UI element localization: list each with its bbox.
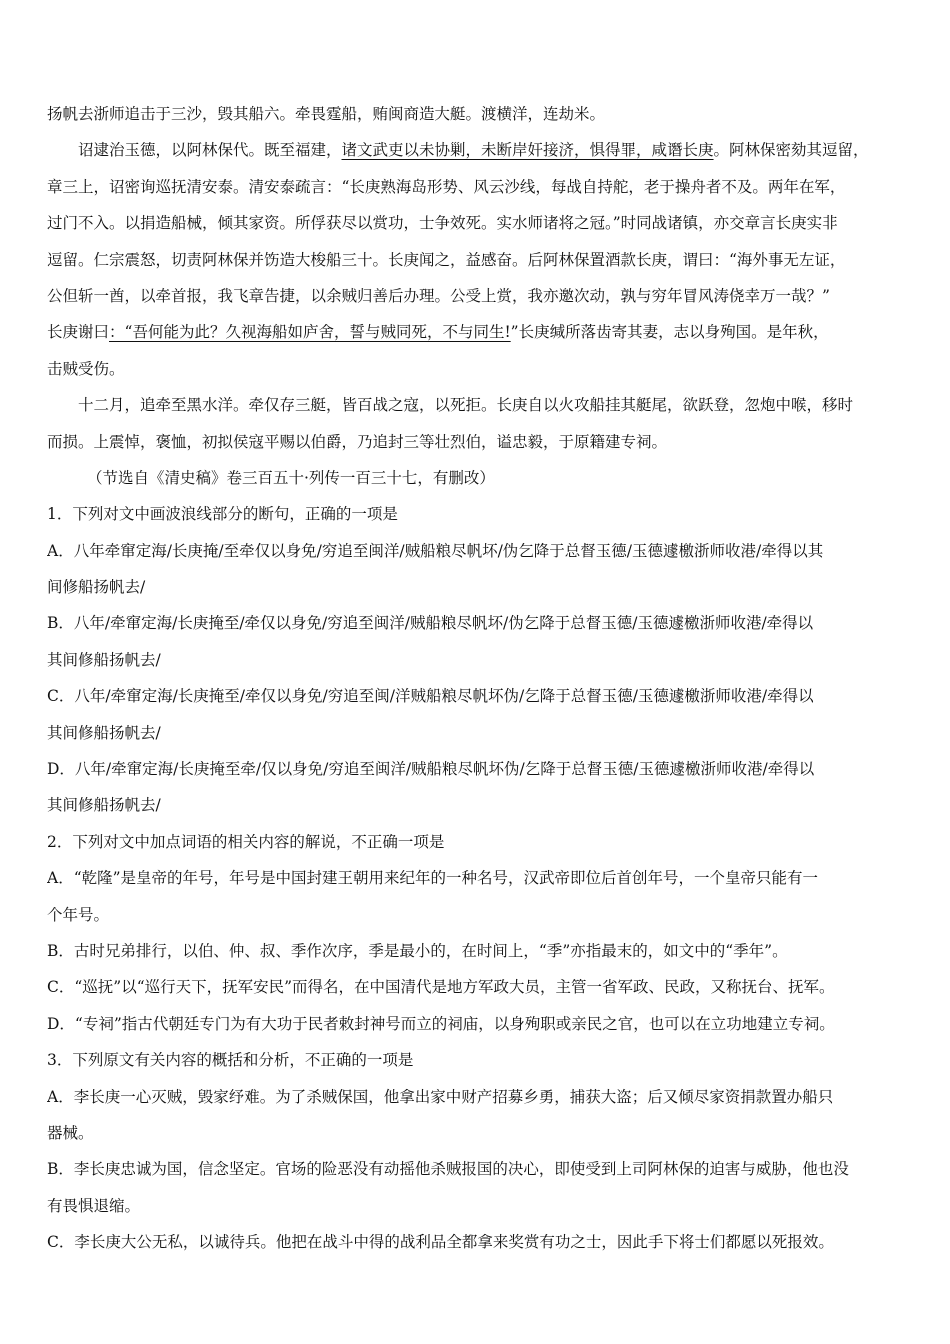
option-a: A．八年牵窜定海/长庚掩/至牵仅以身免/穷追至闽洋/贼船粮尽帆坏/伪乞降于总督玉德/玉德遽檄浙师收港/牵得以其 [47,541,824,560]
option-a: A．李长庚一心灭贼，毁家纾难。为了杀贼保国，他拿出家中财产招募乡勇，捕获大盗；后又倾尽家资捐款置办船只 [47,1087,834,1106]
passage-line: 逗留。仁宗震怒，切责阿林保并饬造大梭船三十。长庚闻之，益感奋。后阿林保置酒款长庚，谓曰：“海外事无左证， [47,250,846,269]
option-b: B．李长庚忠诚为国，信念坚定。官场的险恶没有动摇他杀贼报国的决心，即使受到上司阿林保的迫害与威胁，他也没 [47,1160,849,1179]
passage-line [47,132,915,168]
option-c: C．李长庚大公无私，以诚待兵。他把在战斗中得的战利品全都拿来奖赏有功之士，因此手下将士们都愿以死报效。 [47,1233,834,1252]
question-stem: 3．下列原文有关内容的概括和分析，不正确的一项是 [47,1051,414,1070]
option-b-cont: 有畏惧退缩。 [47,1196,141,1215]
option-d: D．八年/牵窜定海/长庚掩至牵/仅以身免/穷追至闽洋/贼船粮尽帆坏伪/乞降于总督玉德/玉德遽檄浙师收港/牵得以 [47,760,815,779]
passage-line: 击贼受伤。 [47,359,125,378]
passage-line: 公但斩一酋，以牵首报，我飞章告捷，以余贼归善后办理。公受上赏，我亦邀次动，孰与穷年冒风涛侥幸万一哉？” [47,286,830,305]
passage-line: 十二月，追牵至黑水洋。牵仅存三艇，皆百战之寇，以死拒。长庚自以火攻船挂其艇尾，欲跃登，忽炮中喉，移时 [78,396,854,415]
passage-text: 长庚谢曰 [47,323,110,342]
passage-text: ”长庚缄所落齿寄其妻，志以身殉国。是年秋， [510,323,829,342]
question-stem: 2．下列对文中加点词语的相关内容的解说，不正确一项是 [47,832,445,851]
passage-line: 而损。上震悼，褒恤，初拟侯寇平赐以伯爵，乃追封三等壮烈伯，谥忠毅，于原籍建专祠。 [47,432,668,451]
option-c: C．八年/牵窜定海/长庚掩至/牵仅以身免/穷追至闽/洋贼船粮尽帆坏伪/乞降于总督玉德/玉德遽檄浙师收港/牵得以 [47,687,814,706]
source-note: （节选自《清史稿》卷三百五十·列传一百三十七，有删改） [87,468,495,487]
passage-line: 扬帆去浙师追击于三沙，毁其船六。牵畏霆船，贿闽商造大艇。渡横洋，连劫米。 [47,105,606,123]
passage-text: 诏逮治玉德，以阿林保代。既至福建， [78,141,342,160]
passage-line: 章三上，诏密询巡抚清安泰。清安泰疏言：“长庚熟海岛形势、风云沙线，每战自持舵，老于操舟者不及。两年在军， [47,177,846,196]
document-page [47,96,915,1261]
option-a-cont: 个年号。 [47,905,110,924]
option-a: A．“乾隆”是皇帝的年号，年号是中国封建王朝用来纪年的一种名号，汉武帝即位后首创年号，一个皇帝只能有一 [47,869,819,888]
option-d: D．“专祠”指古代朝廷专门为有大功于民者敕封神号而立的祠庙，以身殉职或亲民之官，也可以在立功地建立专祠。 [47,1014,835,1033]
option-c-cont: 其间修船扬帆去/ [47,723,161,742]
underlined-text: ：“吾何能为此？久视海船如庐舍，誓与贼同死，不与同生! [109,323,511,342]
passage-line: 过门不入。以捐造船械，倾其家资。所俘获尽以赏功，士争效死。实水师诸将之冠。”时同战诸镇，亦交章言长庚实非 [47,214,838,233]
passage-text: 。阿林保密劾其逗留， [713,141,869,160]
option-a-cont: 器械。 [47,1123,94,1142]
option-b: B．八年/牵窜定海/长庚掩至/牵仅以身免/穷追至闽洋/贼船粮尽帆坏/伪乞降于总督玉德/玉德遽檄浙师收港/牵得以 [47,614,814,633]
question-stem: 1．下列对文中画波浪线部分的断句，正确的一项是 [47,505,398,524]
wavy-underlined-text: 诸文武吏以未协剿，未断岸奸接济，惧得罪，咸谮长庚 [341,141,714,160]
option-b-cont: 其间修船扬帆去/ [47,650,161,669]
passage-line [47,314,915,350]
option-a-cont: 间修船扬帆去/ [47,578,146,597]
option-d-cont: 其间修船扬帆去/ [47,796,161,815]
option-b: B．古时兄弟排行，以伯、仲、叔、季作次序，季是最小的，在时间上，“季”亦指最末的，如文中的“季年”。 [47,941,788,960]
option-c: C．“巡抚”以“巡行天下，抚军安民”而得名，在中国清代是地方军政大员，主管一省军政、民政，又称抚台、抚军。 [47,978,835,997]
